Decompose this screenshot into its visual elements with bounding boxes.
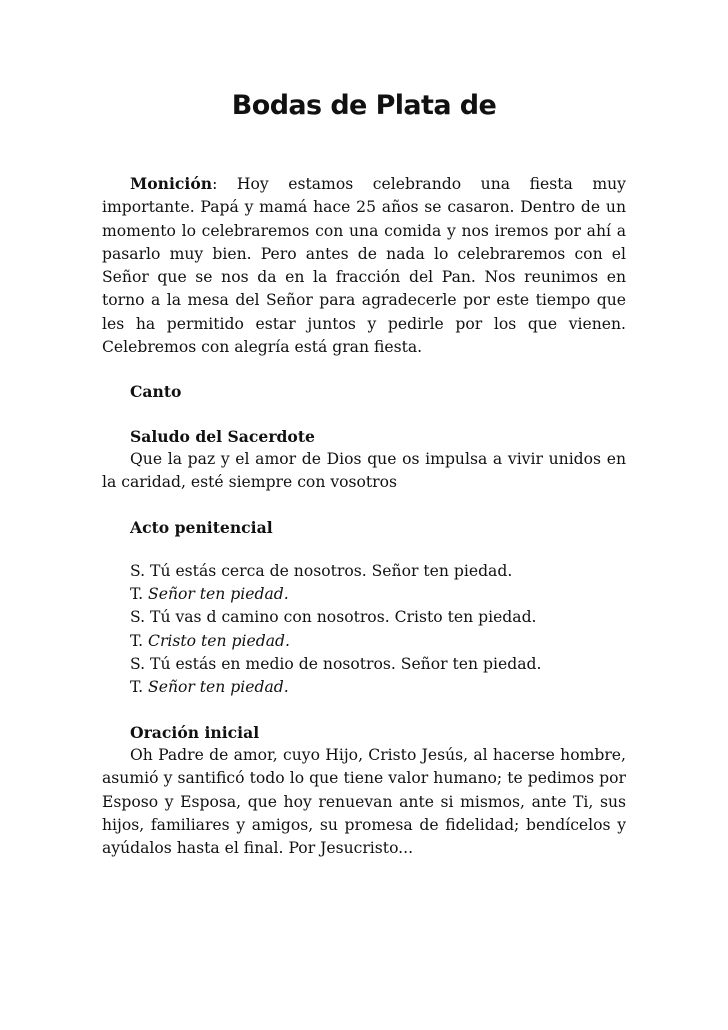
spacer: [102, 539, 626, 560]
monicion-separator: :: [212, 175, 237, 193]
monicion-text: Hoy estamos celebrando una fiesta muy importante. Papá y mamá hace 25 años se casaron. Dentro de un momento lo celebraremos con una comida y nos iremos por ahí a pasarlo muy bien. Pero antes de nada lo celebraremos con el Señor que se nos da en la fracción del Pan. Nos reunimos en torno a la mesa del Señor para agradecerle por este tiempo que les ha permitido estar juntos y pedirle por los que vienen. Celebremos con alegría está gran fiesta.: [102, 175, 626, 357]
acto-line: [102, 606, 626, 629]
speaker-prefix: T.: [130, 678, 149, 697]
acto-lines: [102, 560, 626, 700]
monicion-paragraph: [102, 172, 626, 359]
spacer: [102, 700, 626, 721]
line-text: Señor ten piedad.: [148, 678, 289, 697]
line-text: Tú estás en medio de nosotros. Señor ten piedad.: [150, 655, 542, 674]
oracion-heading: Oración inicial: [130, 722, 260, 742]
saludo-heading: Saludo del Sacerdote: [130, 426, 315, 446]
document-title: Bodas de Plata de: [231, 90, 497, 121]
speaker-prefix: S.: [130, 655, 151, 674]
oracion-text: Oh Padre de amor, cuyo Hijo, Cristo Jesús, al hacerse hombre, asumió y santificó todo lo que tiene valor humano; te pedimos por Esposo y Esposa, que hoy renuevan ante si mismos, ante Ti, sus hijos, familiares y amigos, su promesa de fidelidad; bendícelos y ayúdalos hasta el final. Por Jesucristo...: [102, 745, 626, 858]
monicion-label: Monición: [130, 174, 213, 193]
acto-line: [102, 560, 626, 583]
canto-heading: Canto: [130, 382, 182, 402]
spacer: [102, 404, 626, 425]
speaker-prefix: S.: [130, 561, 151, 580]
speaker-prefix: T.: [130, 585, 149, 604]
document-page: [102, 88, 626, 860]
spacer: [102, 359, 626, 380]
speaker-prefix: T.: [130, 631, 149, 650]
saludo-text: Que la paz y el amor de Dios que os impulsa a vivir unidos en la caridad, esté siempre con vosotros: [102, 449, 626, 492]
line-text: Tú vas d camino con nosotros. Cristo ten piedad.: [150, 608, 537, 627]
line-text: Tú estás cerca de nosotros. Señor ten piedad.: [150, 561, 513, 580]
acto-line: [102, 653, 626, 676]
line-text: Señor ten piedad.: [148, 585, 289, 604]
acto-line: [102, 630, 626, 653]
line-text: Cristo ten piedad.: [148, 631, 290, 650]
acto-heading: Acto penitencial: [130, 517, 273, 537]
acto-line: [102, 583, 626, 606]
acto-line: [102, 676, 626, 699]
spacer: [102, 495, 626, 516]
speaker-prefix: S.: [130, 608, 151, 627]
